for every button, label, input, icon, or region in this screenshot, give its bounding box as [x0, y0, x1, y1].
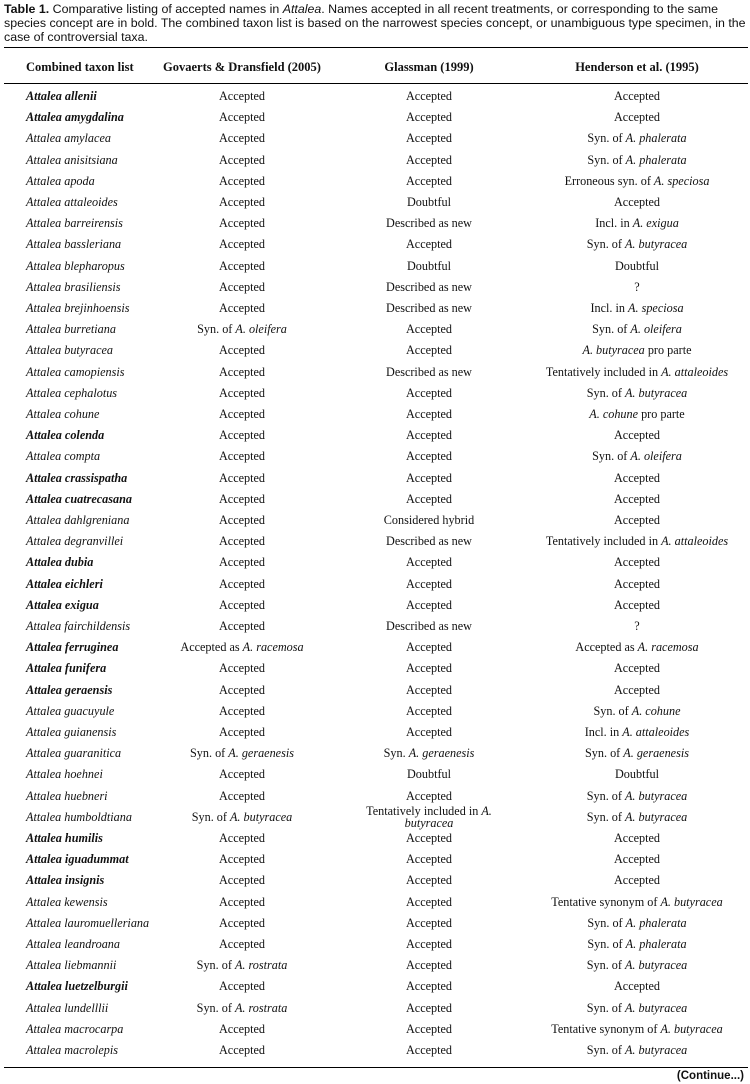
table-row — [0, 764, 750, 785]
table-row — [0, 425, 750, 446]
govaerts-status: Accepted — [218, 555, 266, 570]
table-header-rule — [4, 83, 748, 84]
glassman-status: Accepted — [405, 449, 453, 464]
govaerts-status: Accepted — [218, 661, 266, 676]
taxon-name: Attalea amylacea — [26, 131, 111, 146]
header-henderson: Henderson et al. (1995) — [575, 60, 699, 74]
table-row — [0, 1040, 750, 1061]
table-row — [0, 150, 750, 171]
table-row — [0, 86, 750, 107]
taxon-name: Attalea colenda — [26, 428, 105, 443]
henderson-status: Doubtful — [614, 767, 660, 782]
henderson-status: Accepted — [613, 979, 661, 994]
header-govaerts: Govaerts & Dransfield (2005) — [163, 60, 321, 74]
henderson-status: Tentative synonym of A. butyracea — [551, 1021, 723, 1036]
taxon-name: Attalea lundelllii — [26, 1000, 109, 1015]
glassman-status: Accepted — [405, 322, 453, 337]
taxon-name: Attalea geraensis — [26, 682, 113, 697]
govaerts-status: Syn. of A. geraenesis — [190, 746, 294, 761]
taxon-name: Attalea crassispatha — [26, 470, 128, 485]
taxon-name: Attalea guaranitica — [26, 746, 122, 761]
govaerts-status: Accepted — [218, 873, 266, 888]
govaerts-status: Accepted — [218, 385, 266, 400]
taxon-name: Attalea compta — [26, 449, 101, 464]
govaerts-status: Accepted — [218, 279, 266, 294]
henderson-status: Incl. in A. attaleoides — [584, 725, 690, 739]
govaerts-status: Accepted — [218, 619, 266, 633]
taxon-name: Attalea degranvillei — [26, 534, 124, 549]
taxon-name: Attalea blepharopus — [26, 258, 125, 273]
table-row — [0, 1019, 750, 1040]
table-top-rule — [4, 47, 748, 48]
govaerts-status: Accepted — [218, 152, 266, 167]
glassman-status: Accepted — [405, 894, 453, 909]
henderson-status: Tentatively included in A. attaleoides — [545, 534, 729, 549]
glassman-status: Accepted — [405, 89, 453, 103]
glassman-status: Accepted — [405, 555, 453, 570]
glassman-status: Accepted — [405, 682, 453, 697]
table-row — [0, 616, 750, 637]
table-row — [0, 828, 750, 849]
glassman-status: Accepted — [405, 725, 453, 739]
govaerts-status: Accepted — [218, 89, 266, 103]
henderson-status: Syn. of A. cohune — [593, 703, 681, 718]
glassman-status: Described as new — [386, 364, 472, 379]
henderson-status: Accepted — [613, 831, 661, 845]
govaerts-status: Accepted — [218, 1043, 266, 1057]
table-row — [0, 743, 750, 764]
taxon-name: Attalea macrocarpa — [26, 1021, 124, 1036]
govaerts-status: Accepted — [218, 131, 266, 146]
table-row — [0, 552, 750, 573]
henderson-status: Accepted — [613, 470, 661, 485]
table-row — [0, 107, 750, 128]
glassman-status: Accepted — [405, 407, 453, 421]
taxon-name: Attalea guianensis — [26, 725, 117, 739]
glassman-status: Accepted — [405, 958, 453, 973]
govaerts-status: Accepted — [218, 110, 266, 125]
taxon-name: Attalea insignis — [26, 873, 105, 888]
govaerts-status: Accepted — [218, 576, 266, 591]
taxon-name: Attalea brejinhoensis — [26, 301, 130, 315]
henderson-status: ? — [634, 619, 640, 633]
henderson-status: Syn. of A. butyracea — [586, 385, 688, 400]
glassman-status: Accepted — [405, 173, 453, 188]
table-row — [0, 934, 750, 955]
henderson-status: Syn. of A. butyracea — [586, 1043, 688, 1057]
table-row — [0, 870, 750, 891]
henderson-status: Syn. of A. geraenesis — [585, 746, 689, 761]
glassman-status: Doubtful — [406, 258, 452, 273]
glassman-status: Accepted — [405, 428, 453, 443]
glassman-status: Accepted — [405, 852, 453, 867]
taxon-name: Attalea butyracea — [26, 343, 113, 358]
henderson-status: Accepted — [613, 576, 661, 591]
henderson-status: Syn. of A. butyracea — [586, 958, 688, 973]
table-row — [0, 340, 750, 361]
table-row — [0, 976, 750, 997]
henderson-status: Syn. of A. phalerata — [587, 152, 687, 167]
henderson-status: Erroneous syn. of A. speciosa — [564, 173, 710, 188]
henderson-status: Accepted — [613, 873, 661, 888]
table-row — [0, 803, 750, 830]
taxon-name: Attalea dahlgreniana — [26, 513, 130, 527]
taxon-name: Attalea eichleri — [26, 576, 103, 591]
govaerts-status: Accepted — [218, 894, 266, 909]
glassman-status: Accepted — [405, 915, 453, 930]
henderson-status: Accepted — [613, 682, 661, 697]
table-row — [0, 680, 750, 701]
henderson-status: Incl. in A. exigua — [595, 216, 679, 231]
govaerts-status: Accepted — [218, 703, 266, 718]
govaerts-status: Accepted — [218, 449, 266, 464]
table-row — [0, 383, 750, 404]
govaerts-status: Syn. of A. rostrata — [196, 958, 288, 973]
henderson-status: Incl. in A. speciosa — [590, 301, 684, 315]
henderson-status: Doubtful — [614, 258, 660, 273]
table-row — [0, 404, 750, 425]
continue-label: (Continue...) — [676, 1070, 744, 1082]
glassman-status: Accepted — [405, 703, 453, 718]
glassman-status: Considered hybrid — [383, 513, 475, 527]
henderson-status: Syn. of A. phalerata — [587, 937, 687, 951]
taxon-name: Attalea macrolepis — [26, 1043, 118, 1057]
glassman-status: Described as new — [386, 301, 472, 315]
table-caption — [4, 2, 746, 44]
taxon-name: Attalea humboldtiana — [26, 809, 132, 824]
glassman-status: Described as new — [386, 216, 472, 231]
table-row — [0, 298, 750, 319]
govaerts-status: Accepted — [218, 343, 266, 358]
taxon-name: Attalea cuatrecasana — [26, 491, 132, 506]
henderson-status: Tentatively included in A. attaleoides — [545, 364, 729, 379]
govaerts-status: Accepted — [218, 491, 266, 506]
taxon-name: Attalea humilis — [26, 831, 103, 845]
govaerts-status: Accepted — [218, 534, 266, 549]
govaerts-status: Accepted — [218, 682, 266, 697]
govaerts-status: Accepted — [218, 364, 266, 379]
table-row — [0, 658, 750, 679]
govaerts-status: Accepted — [218, 831, 266, 845]
taxon-name: Attalea leandroana — [26, 937, 120, 951]
glassman-status: Accepted — [405, 1000, 453, 1015]
henderson-status: Accepted — [613, 597, 661, 612]
table-row — [0, 531, 750, 552]
taxon-name: Attalea barreirensis — [26, 216, 123, 231]
govaerts-status: Accepted — [218, 915, 266, 930]
table-row — [0, 955, 750, 976]
table-bottom-rule — [4, 1067, 748, 1068]
glassman-status: Accepted — [405, 237, 453, 252]
glassman-status: Accepted — [405, 385, 453, 400]
taxon-name: Attalea allenii — [26, 89, 97, 103]
govaerts-status: Syn. of A. butyracea — [191, 809, 293, 824]
glassman-status: Tentatively included in A. butyracea — [366, 803, 492, 830]
table-row — [0, 892, 750, 913]
table-row — [0, 913, 750, 934]
header-combined-taxon: Combined taxon list — [26, 60, 134, 74]
henderson-status: Accepted — [613, 513, 661, 527]
caption-text-2: . Names accepted in all recent treatments, or corresponding to the same species concept are in bold. The combined taxon list is based on the narrowest species concept, or unambiguous type specimen, in the case of controversial taxa. — [4, 2, 746, 44]
table-row — [0, 446, 750, 467]
govaerts-status: Accepted — [218, 237, 266, 252]
glassman-status: Accepted — [405, 597, 453, 612]
table-row — [0, 595, 750, 616]
taxon-name: Attalea brasiliensis — [26, 279, 121, 294]
govaerts-status: Accepted — [218, 216, 266, 231]
taxon-name: Attalea iguadummat — [26, 852, 129, 867]
govaerts-status: Syn. of A. rostrata — [196, 1000, 288, 1015]
govaerts-status: Accepted — [218, 725, 266, 739]
glassman-status: Accepted — [405, 470, 453, 485]
henderson-status: Accepted — [613, 428, 661, 443]
taxon-name: Attalea attaleoides — [26, 195, 118, 209]
govaerts-status: Accepted — [218, 788, 266, 803]
glassman-status: Accepted — [405, 576, 453, 591]
henderson-status: Syn. of A. butyracea — [586, 809, 688, 824]
taxon-name: Attalea funifera — [26, 661, 107, 676]
taxon-name: Attalea fairchildensis — [26, 619, 131, 633]
glassman-status: Accepted — [405, 1043, 453, 1057]
glassman-status: Described as new — [386, 534, 472, 549]
table-row — [0, 489, 750, 510]
govaerts-status: Accepted — [218, 301, 266, 315]
table-row — [0, 701, 750, 722]
taxon-name: Attalea liebmannii — [26, 958, 117, 973]
glassman-status: Accepted — [405, 831, 453, 845]
table-row — [0, 234, 750, 255]
glassman-status: Accepted — [405, 491, 453, 506]
henderson-status: Tentative synonym of A. butyracea — [551, 894, 723, 909]
taxon-name: Attalea huebneri — [26, 788, 108, 803]
table-row — [0, 171, 750, 192]
table-row — [0, 256, 750, 277]
taxon-name: Attalea guacuyule — [26, 703, 115, 718]
henderson-status: Syn. of A. butyracea — [586, 1000, 688, 1015]
henderson-status: Syn. of A. phalerata — [587, 131, 687, 146]
henderson-status: Syn. of A. butyracea — [586, 237, 688, 252]
glassman-status: Accepted — [405, 979, 453, 994]
table-row — [0, 213, 750, 234]
caption-text-1: Comparative listing of accepted names in — [49, 2, 283, 16]
glassman-status: Doubtful — [406, 767, 452, 782]
govaerts-status: Accepted — [218, 470, 266, 485]
table-row — [0, 510, 750, 531]
govaerts-status: Accepted — [218, 173, 266, 188]
govaerts-status: Accepted — [218, 767, 266, 782]
henderson-status: Accepted — [613, 110, 661, 125]
henderson-status: Accepted — [613, 491, 661, 506]
govaerts-status: Accepted as A. racemosa — [180, 640, 304, 655]
taxon-name: Attalea apoda — [26, 173, 95, 188]
table-row — [0, 319, 750, 340]
govaerts-status: Accepted — [218, 597, 266, 612]
taxon-name: Attalea dubia — [26, 555, 94, 570]
table-row — [0, 468, 750, 489]
taxon-name: Attalea cohune — [26, 407, 100, 421]
glassman-status: Accepted — [405, 343, 453, 358]
henderson-status: Syn. of A. butyracea — [586, 788, 688, 803]
glassman-status: Accepted — [405, 661, 453, 676]
henderson-status: Syn. of A. oleifera — [592, 322, 682, 337]
table-row — [0, 277, 750, 298]
taxon-name: Attalea luetzelburgii — [26, 979, 128, 994]
taxon-name: Attalea exigua — [26, 597, 99, 612]
glassman-status: Accepted — [405, 873, 453, 888]
govaerts-status: Accepted — [218, 195, 266, 209]
taxon-name: Attalea amygdalina — [26, 110, 124, 125]
taxon-name: Attalea kewensis — [26, 894, 108, 909]
glassman-status: Syn. A. geraenesis — [383, 746, 475, 761]
govaerts-status: Accepted — [218, 1021, 266, 1036]
govaerts-status: Accepted — [218, 407, 266, 421]
table-row — [0, 574, 750, 595]
table-row — [0, 998, 750, 1019]
table-row — [0, 849, 750, 870]
taxon-name: Attalea hoehnei — [26, 767, 103, 782]
glassman-status: Accepted — [405, 640, 453, 655]
henderson-status: Syn. of A. oleifera — [592, 449, 682, 464]
henderson-status: Accepted as A. racemosa — [575, 640, 699, 655]
taxon-name: Attalea anisitsiana — [26, 152, 118, 167]
glassman-status: Doubtful — [406, 195, 452, 209]
glassman-status: Accepted — [405, 131, 453, 146]
govaerts-status: Accepted — [218, 979, 266, 994]
henderson-status: Accepted — [613, 195, 661, 209]
glassman-status: Described as new — [386, 279, 472, 294]
taxon-name: Attalea burretiana — [26, 322, 116, 337]
glassman-status: Accepted — [405, 788, 453, 803]
taxon-name: Attalea cephalotus — [26, 385, 118, 400]
glassman-status: Accepted — [405, 110, 453, 125]
henderson-status: Syn. of A. phalerata — [587, 915, 687, 930]
henderson-status: Accepted — [613, 555, 661, 570]
govaerts-status: Accepted — [218, 937, 266, 951]
taxon-name: Attalea bassleriana — [26, 237, 122, 252]
glassman-status: Accepted — [405, 937, 453, 951]
govaerts-status: Syn. of A. oleifera — [197, 322, 287, 337]
header-glassman: Glassman (1999) — [384, 60, 474, 74]
table-row — [0, 637, 750, 658]
taxon-name: Attalea lauromuelleriana — [26, 915, 150, 930]
henderson-status: Accepted — [613, 89, 661, 103]
govaerts-status: Accepted — [218, 258, 266, 273]
table-row — [0, 362, 750, 383]
henderson-status: A. butyracea pro parte — [582, 343, 692, 358]
govaerts-status: Accepted — [218, 513, 266, 527]
table-row — [0, 722, 750, 743]
caption-label: Table 1. — [4, 2, 50, 16]
table-row — [0, 128, 750, 149]
govaerts-status: Accepted — [218, 428, 266, 443]
taxon-name: Attalea camopiensis — [26, 364, 125, 379]
taxon-name: Attalea ferruginea — [26, 640, 119, 655]
table-row — [0, 192, 750, 213]
caption-genus: Attalea — [282, 2, 322, 16]
glassman-status: Described as new — [386, 619, 472, 633]
henderson-status: Accepted — [613, 852, 661, 867]
govaerts-status: Accepted — [218, 852, 266, 867]
glassman-status: Accepted — [405, 152, 453, 167]
henderson-status: ? — [634, 279, 640, 294]
henderson-status: Accepted — [613, 661, 661, 676]
glassman-status: Accepted — [405, 1021, 453, 1036]
henderson-status: A. cohune pro parte — [589, 407, 685, 421]
